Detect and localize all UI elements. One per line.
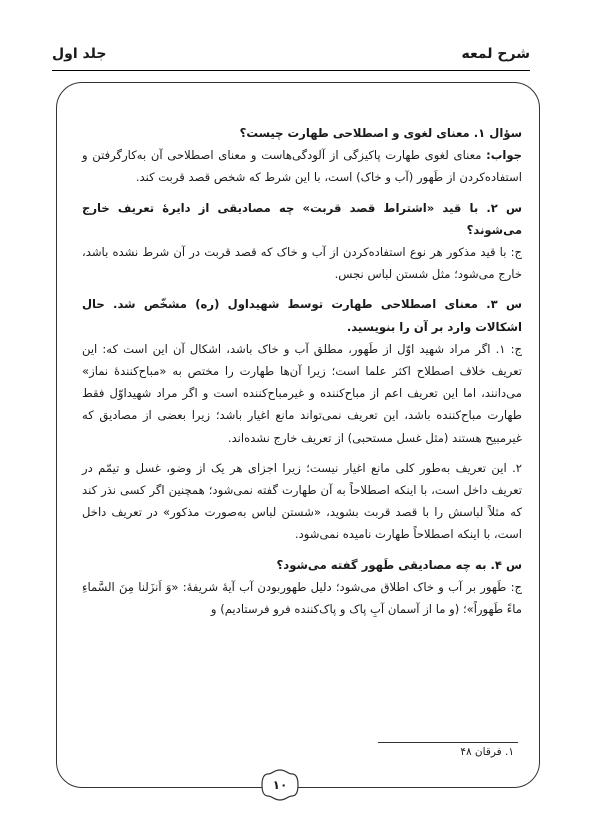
header-divider <box>52 70 530 71</box>
question-1: سؤال ۱. معنای لغوی و اصطلاحی طهارت چیست؟ <box>239 126 522 140</box>
answer-3-part-1: ج: ۱. اگر مراد شهید اوّل از طَهور، مطلق آب و خاک باشد، اشکال آن این است که: این تعریف خلاف اصطلاح اکثر علما است؛ زیرا آن‌ها طهارت را مختص به «مباح‌کنندۀ نماز» می‌دانند، اما این تعریف اعم از مباح‌کننده و غیرمباح‌کننده است و اگر مراد شهیداوّل فقط طهارت مباح‌کننده باشد، این تعریف نمی‌تواند مانع اغیار باشد؛ زیرا بعضی از مصادیق که غیرمبیح هستند (مثل غسل مستحبی) از تعریف خارج نشده‌اند. <box>82 341 523 445</box>
header-volume: جلد اول <box>52 46 107 62</box>
answer-1-text: معنای لغوی طهارت پاکیزگی از آلودگی‌هاست و معنای اصطلاحی آن به‌کارگرفتن و استفاده‌کردن از طَهور (آب و خاک) است، با این شرط که شخص قصد قربت کند. <box>82 148 522 185</box>
answer-4: ج: طَهور بر آب و خاک اطلاق می‌شود؛ دلیل طهوربودن آب آیۀ شریفۀ: «وَ اَنزَلنا مِنَ السَّماءِ ماءً طَهوراً»؛ (و ما از آسمان آبِ پاک و پاک‌کننده فرو فرستادیم) و <box>82 579 522 617</box>
footnote-divider <box>378 742 518 743</box>
question-3: س ۳. معنای اصطلاحی طهارت توسط شهیداول (ره) مشخّص شد. حال اشکالات وارد بر آن را بنویسید. <box>82 297 522 334</box>
question-2: س ۲. با قید «اشتراط قصد قربت» چه مصادیقی از دایرۀ تعریف خارج می‌شوند؟ <box>82 200 522 237</box>
answer-1-label: جواب: <box>486 148 522 163</box>
answer-1 <box>82 144 522 188</box>
header-book-title: شرح لمعه <box>461 46 530 62</box>
answer-3-part-2: ۲. این تعریف به‌طور کلی مانع اغیار نیست؛ زیرا اجزای هر یک از وضو، غسل و تیمّم در تعریف داخل است، با اینکه اصطلاحاً به آن طهارت گفته نمی‌شود؛ همچنین اگر کسی نذر کند که مثلاً لباسش را با قصد قربت بشوید، «شستن لباس به‌صورت مذکور» در تعریف داخل است، با اینکه اصطلاحاً طهارت نامیده نمی‌شود. <box>82 460 522 542</box>
question-4: س ۴. به چه مصادیقی طَهور گفته می‌شود؟ <box>276 557 522 572</box>
page-number: ۱۰ <box>272 778 288 792</box>
page-content <box>82 118 522 628</box>
footnote: ۱. فرقان ۴۸ <box>460 746 514 758</box>
page-number-ornament <box>260 768 300 802</box>
answer-2: ج: با قید مذکور هر نوع استفاده‌کردن از آب و خاک که قصد قربت در آن شرط نشده باشد، خارج می‌شود؛ مثل شستن لباس نجس. <box>82 245 522 282</box>
